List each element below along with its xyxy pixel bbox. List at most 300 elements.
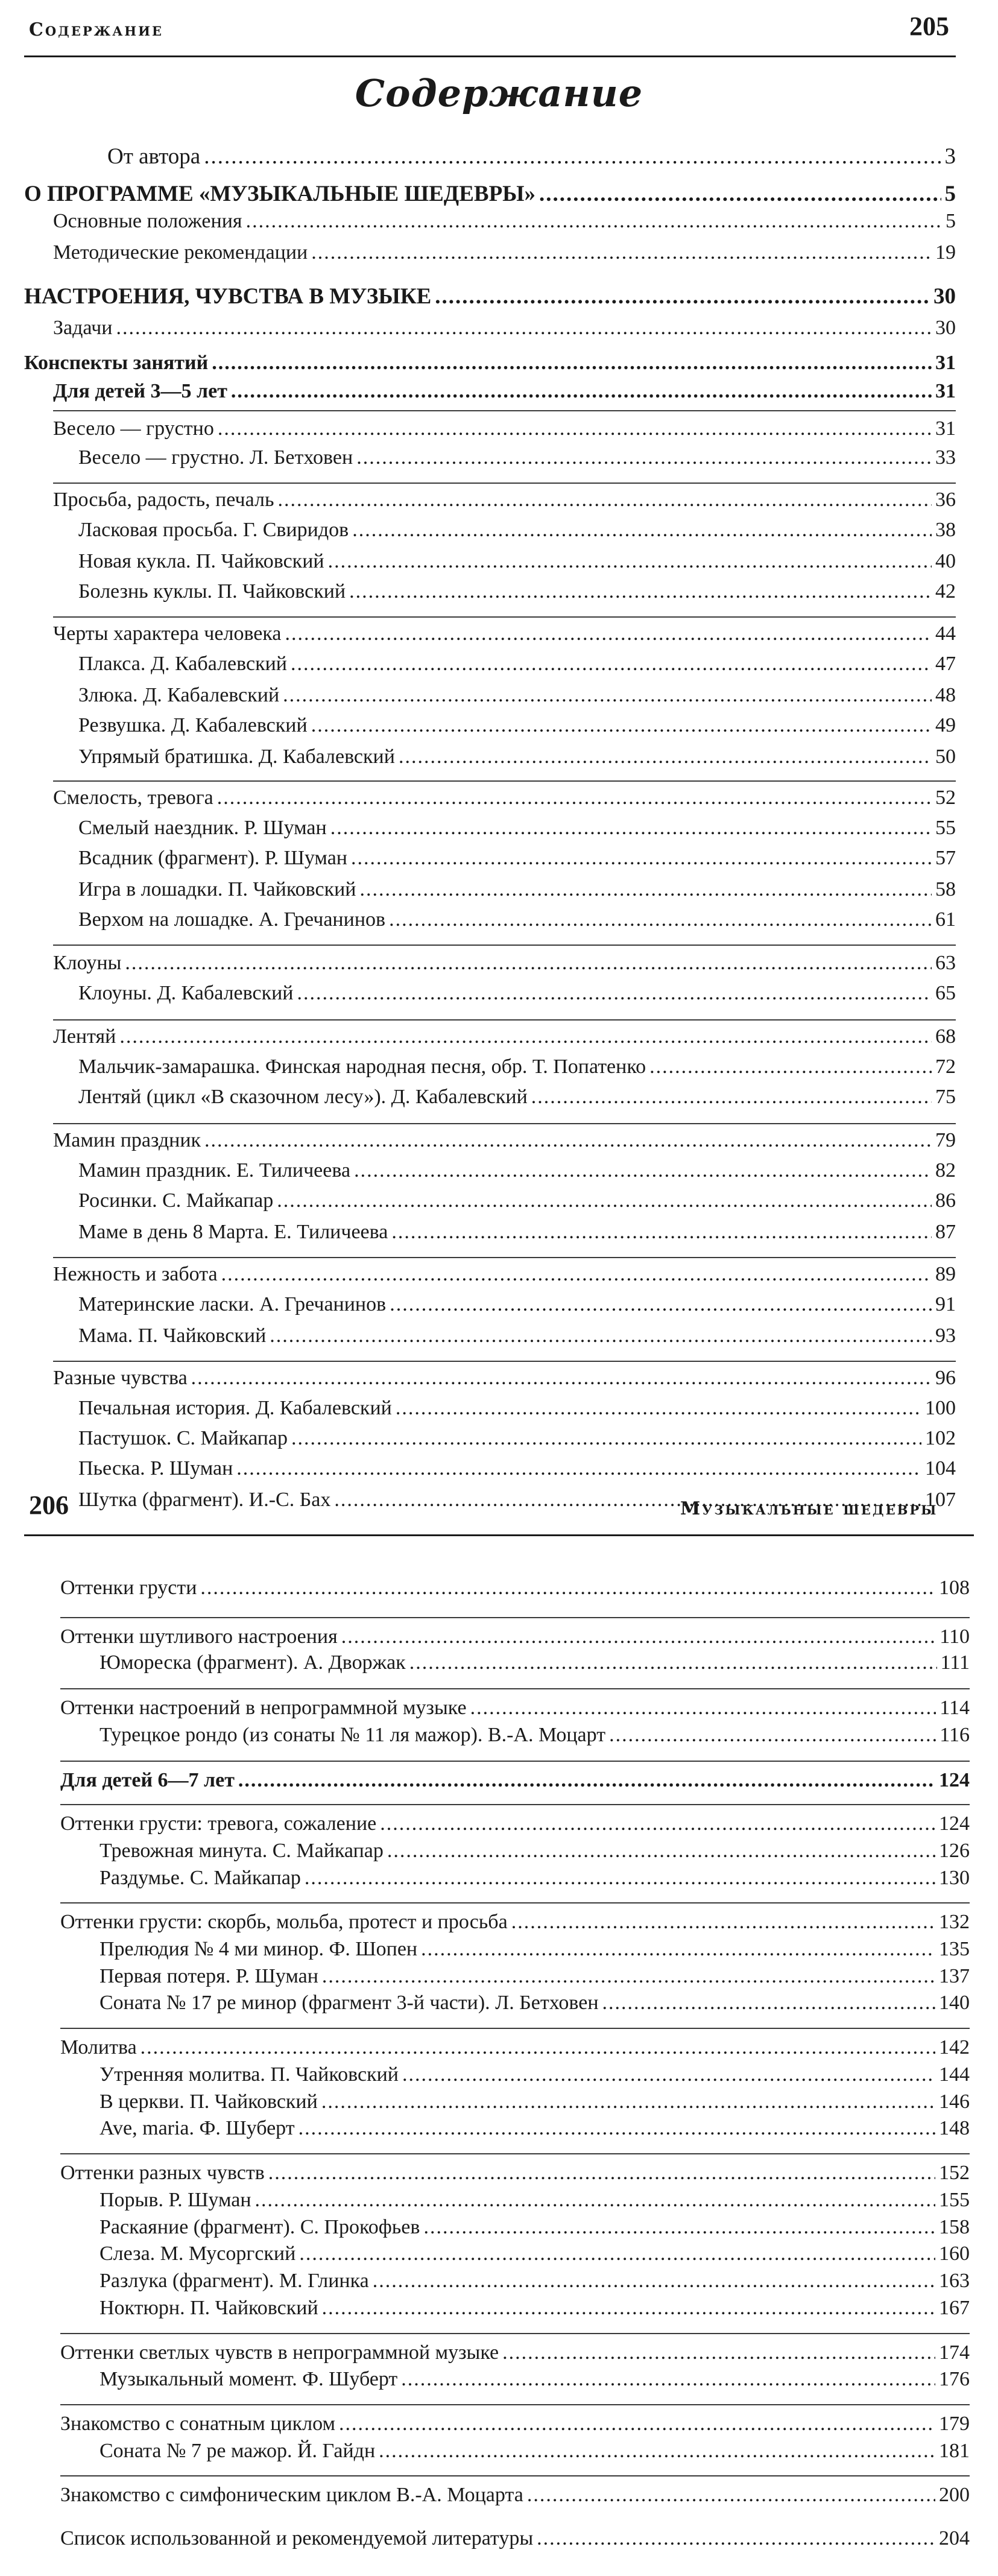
toc-entry[interactable] [99,1867,970,1890]
toc-entry[interactable] [60,1911,970,1934]
toc-entry-page: 179 [939,2412,970,2435]
toc-entry-page: 104 [925,1457,956,1479]
toc-entry-page: 140 [939,1992,970,2014]
toc-entry[interactable] [99,2440,970,2463]
toc-entry[interactable] [107,144,956,169]
dot-leader [435,283,930,309]
toc-entry-page: 52 [935,786,956,809]
dot-leader [298,2117,935,2140]
toc-entry-page: 107 [925,1489,956,1511]
page-number: 205 [909,11,949,41]
dot-leader [238,1769,935,1792]
dot-leader [212,352,932,375]
running-head-label: Музыкальные шедевры [680,1498,938,1519]
toc-entry-title: Шутка (фрагмент). И.-С. Бах [78,1489,331,1511]
toc-entry[interactable] [53,1367,956,1390]
section-divider [60,2475,970,2476]
toc-entry-page: 50 [935,745,956,768]
toc-entry-page: 40 [935,550,956,572]
dot-leader [277,489,932,511]
section-divider [53,410,956,411]
dot-leader [311,714,932,737]
toc-entry-title: Росинки. С. Майкапар [78,1189,274,1212]
dot-leader [399,745,932,768]
toc-entry[interactable] [99,2117,970,2140]
toc-entry[interactable] [78,1189,956,1212]
toc-entry[interactable] [53,317,956,340]
toc-entry-page: 102 [925,1427,956,1449]
toc-entry-title: Порыв. Р. Шуман [99,2188,251,2211]
section-divider [60,2028,970,2029]
toc-entry-page: 114 [940,1697,970,1720]
dot-leader [246,210,942,233]
section-divider [53,616,956,618]
dot-leader [396,1397,921,1420]
section-divider [53,1361,956,1362]
toc-entry-page: 158 [939,2215,970,2238]
toc-entry-page: 47 [935,653,956,675]
toc-entry-title: Соната № 7 ре мажор. Й. Гайдн [99,2439,376,2462]
toc-entry[interactable] [78,1457,956,1480]
page-206-header [0,1491,998,1527]
section-divider [53,1019,956,1021]
toc-entry-title: Мамин праздник [53,1129,201,1151]
toc-entry[interactable] [60,2341,970,2364]
toc-entry[interactable] [78,847,956,870]
toc-entry-page: 167 [939,2297,970,2320]
toc-entry-page: 42 [935,580,956,603]
toc-entry-title: Пастушок. С. Майкапар [78,1427,288,1449]
toc-entry-page: 200 [939,2484,970,2507]
section-divider [53,945,956,946]
toc-entry[interactable] [78,1086,956,1109]
dot-leader [401,2368,935,2391]
toc-entry-title: О ПРОГРАММЕ «МУЗЫКАЛЬНЫЕ ШЕДЕВРЫ» [24,182,536,206]
toc-entry-page: 124 [939,1769,970,1792]
toc-entry-title: Знакомство с сонатным циклом [60,2412,335,2435]
dot-leader [204,144,941,169]
toc-entry-page: 111 [940,1651,970,1674]
toc-entry[interactable] [99,2216,970,2239]
toc-entry[interactable] [60,1625,970,1648]
toc-entry-title: Лентяй (цикл «В сказочном лесу»). Д. Кабалевский [78,1086,528,1108]
dot-leader [305,1867,935,1890]
dot-leader [531,1086,932,1109]
toc-entry[interactable] [53,1025,956,1048]
running-head-label: Содержание [29,19,163,40]
page-205-header [0,12,998,48]
toc-entry-page: 31 [935,380,956,402]
toc-entry-title: Музыкальный момент. Ф. Шуберт [99,2368,398,2391]
section-divider [60,1617,970,1618]
toc-entry[interactable] [60,1697,970,1720]
toc-entry[interactable] [99,2297,970,2320]
toc-entry[interactable] [78,1159,956,1182]
toc-entry-title: Оттенки светлых чувств в непрограммной музыке [60,2341,499,2364]
toc-entry-page: 148 [939,2117,970,2140]
section-divider [60,1688,970,1689]
page-number: 206 [29,1490,69,1520]
dot-leader [341,1625,936,1648]
toc-entry-page: 155 [939,2188,970,2211]
toc-entry[interactable] [60,1577,970,1600]
dot-leader [277,1189,932,1212]
toc-entry-page: 142 [939,2036,970,2059]
toc-entry[interactable] [53,1263,956,1286]
section-divider [53,1123,956,1124]
section-divider [60,1902,970,1904]
dot-leader [389,908,932,931]
dot-leader [359,878,932,901]
section-divider [60,2333,970,2334]
toc-entry-title: Смелость, тревога [53,786,213,809]
section-divider [53,780,956,782]
toc-entry-title: Оттенки шутливого настроения [60,1625,338,1648]
toc-entry[interactable] [99,2242,970,2265]
toc-entry[interactable] [78,714,956,737]
toc-entry-page: 132 [939,1911,970,1934]
toc-entry-page: 108 [939,1577,970,1599]
toc-entry-page: 44 [935,622,956,645]
dot-leader [502,2341,935,2364]
toc-entry-title: Прелюдия № 4 ми минор. Ф. Шопен [99,1937,418,1960]
toc-entry[interactable] [24,352,956,375]
dot-leader [270,1324,932,1347]
toc-entry[interactable] [99,2189,970,2212]
toc-entry-page: 5 [944,182,956,206]
toc-entry[interactable] [99,1938,970,1961]
toc-entry[interactable] [53,622,956,645]
toc-entry[interactable] [60,2484,970,2507]
toc-entry[interactable] [78,1293,956,1316]
toc-entry-page: 144 [939,2063,970,2086]
page-title: Содержание [355,71,643,115]
toc-entry[interactable] [78,1397,956,1420]
toc-entry[interactable] [60,2527,970,2550]
dot-leader [268,2162,935,2185]
toc-entry-page: 89 [935,1263,956,1285]
dot-leader [356,446,932,469]
toc-entry-page: 126 [939,1839,970,1862]
toc-entry[interactable] [78,982,956,1005]
toc-entry-title: Упрямый братишка. Д. Кабалевский [78,745,395,768]
toc-entry-title: Оттенки грусти: тревога, сожаление [60,1812,377,1835]
toc-entry[interactable] [78,684,956,707]
toc-entry[interactable] [99,1651,970,1674]
toc-entry-page: 31 [935,417,956,440]
toc-entry[interactable] [99,2270,970,2293]
toc-entry[interactable] [78,446,956,469]
dot-leader [297,982,932,1005]
toc-entry-page: 3 [944,144,956,169]
header-rule [24,55,956,57]
dot-leader [351,847,932,870]
toc-entry[interactable] [78,1055,956,1078]
toc-entry-page: 181 [939,2439,970,2462]
toc-entry[interactable] [53,241,956,264]
section-divider [53,1257,956,1258]
toc-entry-title: Весело — грустно [53,417,214,440]
toc-entry[interactable] [53,1129,956,1152]
toc-entry[interactable] [60,2413,970,2435]
toc-entry[interactable] [24,181,956,207]
toc-entry[interactable] [53,380,956,403]
dot-leader [379,2440,935,2463]
toc-entry-title: Мальчик-замарашка. Финская народная песня, обр. Т. Попатенко [78,1055,646,1078]
toc-entry-title: Клоуны [53,952,122,974]
toc-entry-page: 36 [935,489,956,511]
dot-leader [231,380,932,403]
toc-entry-title: Оттенки настроений в непрограммной музыке [60,1697,467,1720]
toc-entry-title: Мама. П. Чайковский [78,1324,267,1347]
dot-leader [125,952,932,975]
toc-entry[interactable] [78,1221,956,1244]
toc-entry-title: Болезнь куклы. П. Чайковский [78,580,346,603]
dot-leader [285,622,932,645]
dot-leader [204,1129,932,1152]
toc-entry[interactable] [78,550,956,573]
dot-leader [322,1965,935,1988]
section-divider [60,1804,970,1805]
toc-entry-title: Утренняя молитва. П. Чайковский [99,2063,399,2086]
toc-entry[interactable] [78,878,956,901]
toc-entry[interactable] [24,283,956,309]
toc-entry-title: Ave, maria. Ф. Шуберт [99,2117,295,2140]
toc-entry[interactable] [60,1812,970,1835]
toc-entry-page: 31 [935,352,956,374]
toc-entry[interactable] [53,210,956,233]
toc-entry-page: 55 [935,817,956,839]
toc-entry-page: 135 [939,1937,970,1960]
dot-leader [470,1697,936,1720]
toc-entry-page: 38 [935,519,956,541]
toc-entry-page: 61 [935,908,956,931]
toc-entry-page: 57 [935,847,956,869]
dot-leader [339,2413,935,2435]
toc-entry-title: Оттенки разных чувств [60,2161,265,2184]
toc-entry-title: Молитва [60,2036,137,2059]
toc-entry-page: 63 [935,952,956,974]
dot-leader [527,2484,935,2507]
dot-leader [322,2297,935,2320]
dot-leader [409,1651,937,1674]
dot-leader [387,1840,935,1862]
dot-leader [609,1724,936,1747]
toc-entry-title: Просьба, радость, печаль [53,489,274,511]
toc-entry-page: 100 [925,1397,956,1419]
dot-leader [141,2036,935,2059]
section-divider [60,2153,970,2154]
toc-entry-title: Для детей 6—7 лет [60,1769,235,1792]
toc-entry[interactable] [99,2063,970,2086]
toc-entry[interactable] [53,786,956,809]
dot-leader [221,1263,932,1286]
toc-entry-title: Маме в день 8 Марта. Е. Тиличеева [78,1221,388,1243]
dot-leader [291,1427,921,1450]
section-divider [60,1761,970,1762]
dot-leader [649,1055,932,1078]
dot-leader [283,684,932,707]
toc-entry[interactable] [99,1992,970,2014]
toc-entry-page: 93 [935,1324,956,1347]
toc-entry[interactable] [78,1427,956,1450]
toc-entry-page: 79 [935,1129,956,1151]
toc-entry-page: 65 [935,982,956,1004]
toc-entry-title: Мамин праздник. Е. Тиличеева [78,1159,351,1182]
toc-entry-page: 5 [946,210,956,232]
toc-entry-title: Основные положения [53,210,242,232]
toc-entry-title: Резвушка. Д. Кабалевский [78,714,308,736]
toc-entry-title: Злюка. Д. Кабалевский [78,684,280,706]
toc-entry-page: 87 [935,1221,956,1243]
toc-entry-page: 75 [935,1086,956,1108]
toc-entry-title: Новая кукла. П. Чайковский [78,550,324,572]
toc-entry[interactable] [60,2162,970,2185]
dot-leader [299,2242,935,2265]
dot-leader [200,1577,935,1600]
toc-entry-title: Задачи [53,317,113,339]
toc-entry-page: 30 [935,317,956,339]
toc-entry-page: 124 [939,1812,970,1835]
dot-leader [402,2063,935,2086]
toc-entry-title: В церкви. П. Чайковский [99,2090,318,2113]
toc-entry-page: 96 [935,1367,956,1389]
dot-leader [218,417,932,440]
toc-entry[interactable] [78,817,956,840]
toc-entry[interactable] [99,1965,970,1988]
toc-entry-title: Плакса. Д. Кабалевский [78,653,287,675]
dot-leader [328,550,932,573]
toc-entry-title: Ноктюрн. П. Чайковский [99,2297,318,2320]
toc-entry-title: Раздумье. С. Майкапар [99,1866,301,1889]
dot-leader [373,2270,935,2293]
toc-entry-title: Оттенки грусти [60,1577,197,1599]
toc-entry-title: Лентяй [53,1025,116,1048]
toc-entry-page: 91 [935,1293,956,1315]
toc-entry-page: 58 [935,878,956,900]
dot-leader [380,1812,935,1835]
toc-entry-page: 176 [939,2368,970,2391]
toc-entry-title: Игра в лошадки. П. Чайковский [78,878,356,900]
toc-entry-title: Слеза. М. Мусоргский [99,2242,296,2265]
toc-entry[interactable] [53,489,956,511]
toc-entry[interactable] [78,653,956,676]
toc-entry-title: Смелый наездник. Р. Шуман [78,817,327,839]
toc-entry-page: 30 [933,284,956,309]
toc-entry-title: Турецкое рондо (из сонаты № 11 ля мажор). В.-А. Моцарт [99,1723,606,1746]
toc-entry-title: Черты характера человека [53,622,282,645]
toc-entry[interactable] [60,2036,970,2059]
section-divider [53,483,956,484]
dot-leader [236,1457,921,1480]
toc-entry-page: 19 [935,241,956,264]
toc-entry-page: 72 [935,1055,956,1078]
toc-entry-page: 49 [935,714,956,736]
toc-entry-page: 146 [939,2090,970,2113]
toc-entry-page: 82 [935,1159,956,1182]
toc-entry-page: 48 [935,684,956,706]
dot-leader [191,1367,932,1390]
toc-entry-page: 68 [935,1025,956,1048]
dot-leader [349,580,932,603]
dot-leader [217,786,932,809]
toc-entry-page: 116 [940,1723,970,1746]
toc-entry[interactable] [99,2368,970,2391]
dot-leader [511,1911,935,1934]
toc-entry[interactable] [78,908,956,931]
toc-entry-title: Клоуны. Д. Кабалевский [78,982,294,1004]
toc-entry-page: 33 [935,446,956,469]
dot-leader [255,2189,935,2212]
dot-leader [311,241,932,264]
dot-leader [537,2527,935,2550]
toc-entry-title: Раскаяние (фрагмент). С. Прокофьев [99,2215,420,2238]
toc-entry-title: Конспекты занятий [24,352,209,374]
toc-entry[interactable] [99,1840,970,1862]
toc-entry-title: Разные чувства [53,1367,188,1389]
dot-leader [390,1293,932,1316]
dot-leader [354,1159,932,1182]
toc-entry-title: Печальная история. Д. Кабалевский [78,1397,392,1419]
toc-entry-page: 163 [939,2270,970,2293]
toc-entry-title: Весело — грустно. Л. Бетховен [78,446,353,469]
toc-entry[interactable] [78,580,956,603]
dot-leader [539,181,941,207]
toc-entry-title: Верхом на лошадке. А. Гречанинов [78,908,386,931]
header-rule [24,1534,974,1536]
toc-entry-title: Пьеска. Р. Шуман [78,1457,233,1479]
dot-leader [421,1938,935,1961]
dot-leader [321,2090,935,2113]
toc-entry-title: Нежность и забота [53,1263,218,1285]
toc-entry[interactable] [78,745,956,768]
toc-entry-title: Соната № 17 ре минор (фрагмент 3-й части). Л. Бетховен [99,1992,599,2014]
dot-leader [116,317,932,340]
dot-leader [330,817,932,840]
dot-leader [291,653,932,676]
dot-leader [602,1992,935,2014]
toc-entry-page: 204 [939,2527,970,2549]
toc-entry-title: Юмореска (фрагмент). А. Дворжак [99,1651,406,1674]
toc-entry-title: Материнские ласки. А. Гречанинов [78,1293,387,1315]
toc-entry-title: Первая потеря. Р. Шуман [99,1964,318,1987]
toc-entry-page: 160 [939,2242,970,2265]
toc-entry[interactable] [78,519,956,542]
toc-entry[interactable] [60,1769,970,1792]
dot-leader [352,519,932,542]
toc-entry-page: 137 [939,1964,970,1987]
toc-entry-page: 110 [940,1625,970,1648]
toc-entry[interactable] [99,2090,970,2113]
toc-entry[interactable] [53,952,956,975]
toc-entry-page: 174 [939,2341,970,2364]
toc-entry-title: НАСТРОЕНИЯ, ЧУВСТВА В МУЗЫКЕ [24,284,432,309]
toc-entry-title: Для детей 3—5 лет [53,380,227,402]
toc-entry-title: Список использованной и рекомендуемой литературы [60,2527,534,2549]
dot-leader [423,2216,935,2239]
toc-entry-page: 130 [939,1866,970,1889]
toc-entry[interactable] [99,1724,970,1747]
toc-entry-title: Разлука (фрагмент). М. Глинка [99,2270,369,2293]
toc-entry-title: От автора [107,144,201,169]
toc-entry-page: 152 [939,2161,970,2184]
toc-entry-title: Ласковая просьба. Г. Свиридов [78,519,349,541]
toc-entry-page: 86 [935,1189,956,1212]
toc-entry-title: Всадник (фрагмент). Р. Шуман [78,847,347,869]
toc-entry-title: Методические рекомендации [53,241,308,264]
toc-entry[interactable] [53,417,956,440]
toc-entry[interactable] [78,1324,956,1347]
